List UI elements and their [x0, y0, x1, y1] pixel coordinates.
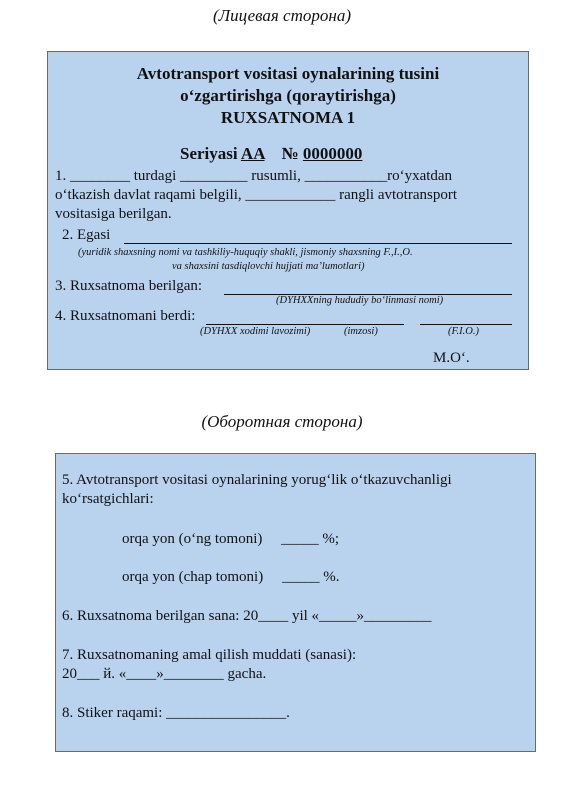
back-card	[55, 453, 536, 752]
item7-line-1: 7. Ruxsatnomaning amal qilish muddati (sanasi):	[62, 647, 357, 663]
rear-left-row: orqa yon (chap tomoni) _____ %.	[122, 569, 340, 585]
front-caption: (Лицевая сторона)	[213, 6, 351, 25]
front-card	[47, 51, 529, 370]
number-value: 0000000	[302, 144, 363, 163]
title-line-3: RUXSATNOMA 1	[220, 108, 356, 127]
issuer-name-line	[420, 324, 512, 325]
title-line-1: Avtotransport vositasi oynalarining tusini	[136, 64, 440, 83]
series-label: Seriyasi	[180, 144, 238, 163]
number-sign: №	[281, 144, 299, 163]
issuer-hint-signature: (imzosi)	[344, 326, 378, 337]
owner-hint-1: (yuridik shaxsning nomi va tashkiliy-huquqiy shakli, jismoniy shaxsning F.,I.,O.	[78, 247, 413, 258]
issuer-hint-position: (DYHXX xodimi lavozimi)	[200, 326, 311, 337]
item6-row: 6. Ruxsatnoma berilgan sana: 20____ yil «_____»_________	[62, 608, 432, 624]
issued-hint: (DYHXXning hududiy bo‘linmasi nomi)	[276, 295, 444, 306]
owner-label: 2. Egasi	[62, 227, 111, 243]
item5-line-1: 5. Avtotransport vositasi oynalarining yorug‘lik o‘tkazuvchanligi	[62, 472, 452, 488]
series-value: AA	[240, 144, 265, 163]
back-caption: (Оборотная сторона)	[201, 412, 363, 431]
title-line-2: o‘zgartirishga (qoraytirishga)	[180, 86, 396, 105]
item8-row: 8. Stiker raqami: ________________.	[62, 705, 290, 721]
rear-right-row: orqa yon (o‘ng tomoni) _____ %;	[122, 531, 340, 547]
issuer-hint-name: (F.I.O.)	[448, 326, 480, 337]
owner-hint-2: va shaxsini tasdiqlovchi hujjati ma’lumotlari)	[172, 261, 365, 272]
issuer-position-line	[206, 324, 404, 325]
vehicle-line-2: o‘tkazish davlat raqami belgili, ____________ rangli avtotransport	[55, 187, 457, 203]
issued-label: 3. Ruxsatnoma berilgan:	[55, 278, 203, 294]
item7-line-2: 20___ й. «____»________ gacha.	[62, 666, 267, 682]
series-row	[180, 144, 362, 164]
issuer-label: 4. Ruxsatnomani berdi:	[55, 308, 196, 324]
vehicle-line-1: 1. ________ turdagi _________ rusumli, ___________ro‘yxatdan	[55, 168, 453, 184]
stamp-label: M.O‘.	[433, 350, 470, 366]
owner-blank-line	[124, 243, 512, 244]
item5-line-2: ko‘rsatgichlari:	[62, 491, 154, 507]
vehicle-line-3: vositasiga berilgan.	[55, 206, 172, 222]
